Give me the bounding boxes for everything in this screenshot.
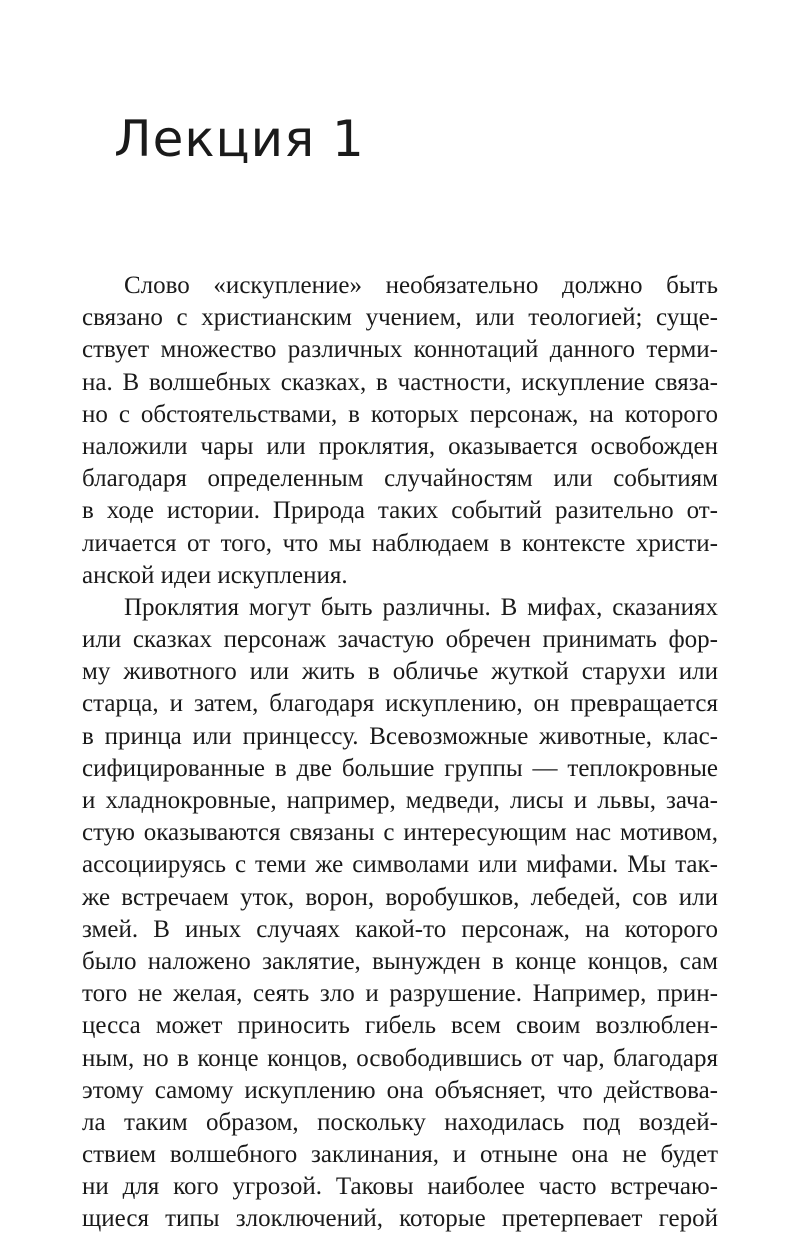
chapter-title: Лекция 1 <box>114 110 365 168</box>
text-line: или сказках персонаж зачастую обречен принимать фор- <box>82 626 718 654</box>
body-text <box>82 270 718 1236</box>
text-line: благодаря определенным случайностям или событиям <box>82 465 718 493</box>
text-line: ла таким образом, поскольку находилась под воздей- <box>82 1108 718 1136</box>
text-line: связано с христианским учением, или теологией; суще- <box>82 304 718 332</box>
text-line: в принца или принцессу. Всевозможные животные, клас- <box>82 722 718 750</box>
text-line: стую оказываются связаны с интересующим нас мотивом, <box>82 819 718 847</box>
text-line: щиеся типы злоключений, которые претерпевает герой <box>82 1205 718 1233</box>
text-line: этому самому искуплению она объясняет, что действова- <box>82 1076 718 1104</box>
text-line: было наложено заклятие, вынужден в конце концов, сам <box>82 947 718 975</box>
text-line: старца, и затем, благодаря искуплению, он превращается <box>82 690 718 718</box>
text-line: наложили чары или проклятия, оказывается освобожден <box>82 432 718 460</box>
text-line: Проклятия могут быть различны. В мифах, сказаниях <box>124 593 718 621</box>
text-line: анской идеи искупления. <box>82 561 348 589</box>
text-line: личается от того, что мы наблюдаем в контексте христи- <box>82 529 718 557</box>
text-line: змей. В иных случаях какой-то персонаж, на которого <box>82 915 718 943</box>
text-line: же встречаем уток, ворон, воробушков, лебедей, сов или <box>82 883 718 911</box>
text-line: в ходе истории. Природа таких событий разительно от- <box>82 497 718 525</box>
text-line: но с обстоятельствами, в которых персонаж, на которого <box>82 400 718 428</box>
text-line: ассоциируясь с теми же символами или мифами. Мы так- <box>82 851 718 879</box>
text-line: му животного или жить в обличье жуткой старухи или <box>82 658 718 686</box>
text-line: ствует множество различных коннотаций данного терми- <box>82 336 718 364</box>
text-line: Слово «искупление» необязательно должно быть <box>124 272 718 299</box>
text-line: того не желая, сеять зло и разрушение. Например, прин- <box>82 980 718 1008</box>
text-line: сифицированные в две большие группы — теплокровные <box>82 754 718 782</box>
text-line: ствием волшебного заклинания, и отныне она не будет <box>82 1141 718 1169</box>
text-line: ни для кого угрозой. Таковы наиболее часто встречаю- <box>82 1173 718 1201</box>
text-line: и хладнокровные, например, медведи, лисы и львы, зача- <box>82 787 718 814</box>
text-line: цесса может приносить гибель всем своим возлюблен- <box>82 1012 718 1040</box>
text-line: ным, но в конце концов, освободившись от чар, благодаря <box>82 1044 718 1072</box>
text-line: на. В волшебных сказках, в частности, искупление связа- <box>82 368 718 396</box>
